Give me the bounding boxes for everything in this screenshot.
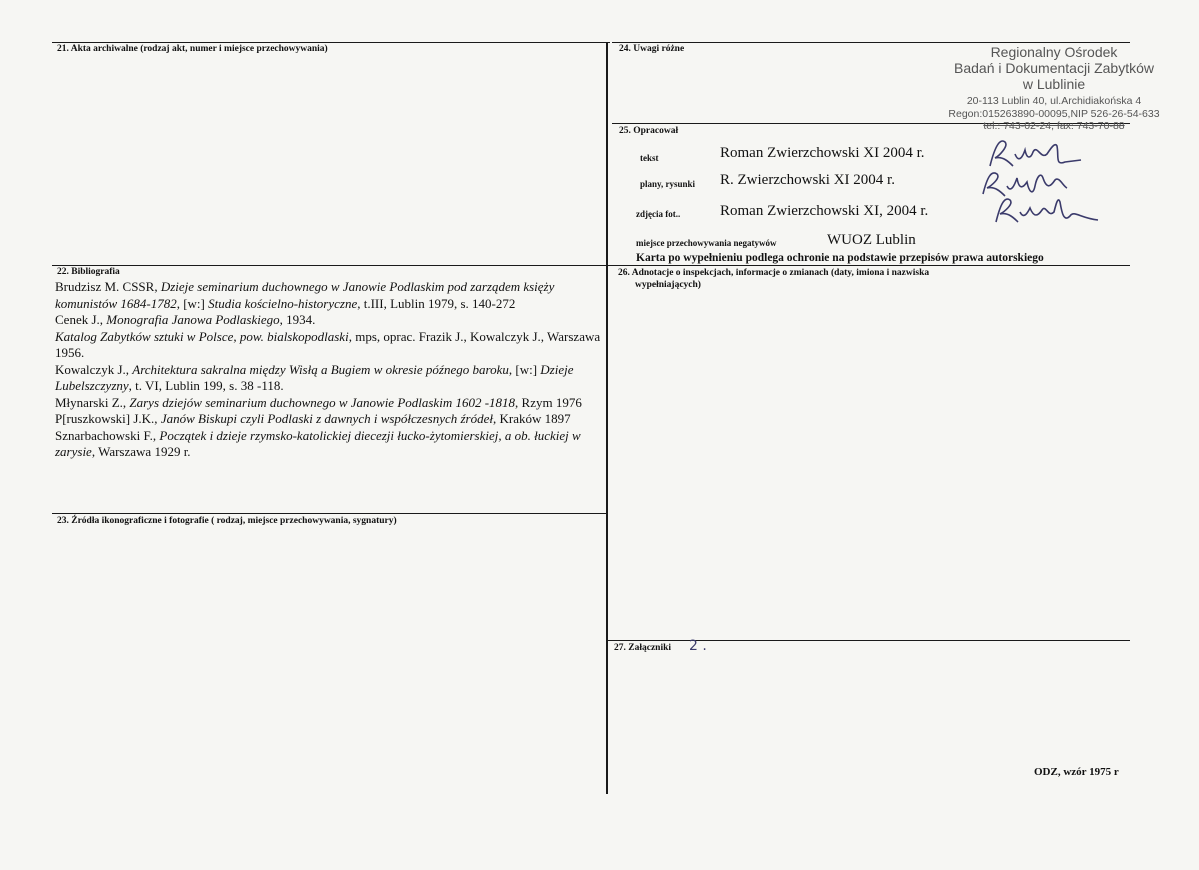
rule-section-27 [607, 640, 1130, 641]
bibliography-entry: Kowalczyk J., Architektura sakralna między Wisłą a Bugiem w okresie późnego baroku, [w:] Dzieje Lubelszczyzny, t. VI, Lublin 199, s. 38 -118. [55, 361, 574, 393]
bibliography-entry: Brudzisz M. CSSR, Dzieje seminarium duchownego w Janowie Podlaskim pod zarządem księży komunistów 1684-1782, [w:] Studia kościelno-historyczne, t.III, Lublin 1979, s. 140-272 [55, 279, 555, 311]
negatives-location: WUOZ Lublin [827, 232, 916, 248]
bibliography-entry: Sznarbachowski F., Początek i dzieje rzymsko-katolickiej diecezji łucko-żytomierskiej, a ob. łuckiej w zarysie, Warszawa 1929 r. [55, 427, 581, 459]
bibliography-list [55, 279, 610, 461]
negatives-label: miejsce przechowywania negatywów [636, 238, 777, 248]
section-23-header: 23. Źródła ikonograficzne i fotografie ( rodzaj, miejsce przechowywania, sygnatury) [57, 516, 397, 526]
top-rule-right [612, 42, 1130, 43]
section-26-header-cont: wypełniających) [635, 280, 701, 290]
section-22-header: 22. Bibliografia [57, 267, 120, 277]
bibliography-entry: Katalog Zabytków sztuki w Polsce, pow. bialskopodlaski, mps, oprac. Frazik J., Kowalczyk J., Warszawa 1956. [55, 328, 601, 360]
rule-section-23 [52, 513, 608, 514]
stamp-line-5: Regon:015263890-00095,NIP 526-26-54-633 [948, 108, 1160, 120]
form-footer: ODZ, wzór 1975 r [1034, 766, 1119, 778]
bibliography-entry: Młynarski Z., Zarys dziejów seminarium duchownego w Janowie Podlaskim 1602 -1818, Rzym 1976 [55, 394, 582, 410]
copyright-note: Karta po wypełnieniu podlega ochronie na podstawie przepisów prawa autorskiego [636, 252, 1044, 264]
section-25-header: 25. Opracował [619, 126, 679, 136]
text-label: tekst [640, 153, 659, 163]
bibliography-entry: Cenek J., Monografia Janowa Podlaskiego, 1934. [55, 312, 316, 327]
plans-author: R. Zwierzchowski XI 2004 r. [720, 172, 895, 188]
stamp-line-2: Badań i Dokumentacji Zabytków [954, 60, 1154, 76]
stamp-line-3: w Lublinie [1022, 76, 1086, 92]
photos-label: zdjęcia fot.. [636, 209, 681, 219]
section-26-header: 26. Adnotacje o inspekcjach, informacje o zmianach (daty, imiona i nazwiska [618, 268, 930, 278]
signature-3 [990, 192, 1100, 228]
section-21-header: 21. Akta archiwalne (rodzaj akt, numer i miejsce przechowywania) [57, 44, 328, 54]
institution-stamp [925, 44, 1183, 132]
stamp-line-4: 20-113 Lublin 40, ul.Archidiakońska 4 [966, 95, 1142, 107]
bibliography-entry: P[ruszkowski] J.K., Janów Biskupi czyli Podlaski z dawnych i współczesnych źródeł, Kraków 1897 [55, 411, 571, 426]
stamp-line-1: Regionalny Ośrodek [990, 44, 1118, 60]
top-rule-left [52, 42, 610, 43]
section-27-header: 27. Załączniki [614, 643, 672, 653]
attachments-value: 2 . [689, 638, 707, 654]
plans-label: plany, rysunki [640, 179, 696, 189]
photos-author: Roman Zwierzchowski XI, 2004 r. [720, 203, 929, 219]
text-author: Roman Zwierzchowski XI 2004 r. [720, 145, 925, 161]
section-24-header: 24. Uwagi różne [619, 44, 685, 54]
rule-section-22-26 [52, 265, 1130, 266]
stamp-line-6: tel.: 743-02-24, fax: 743-70-88 [983, 120, 1125, 132]
